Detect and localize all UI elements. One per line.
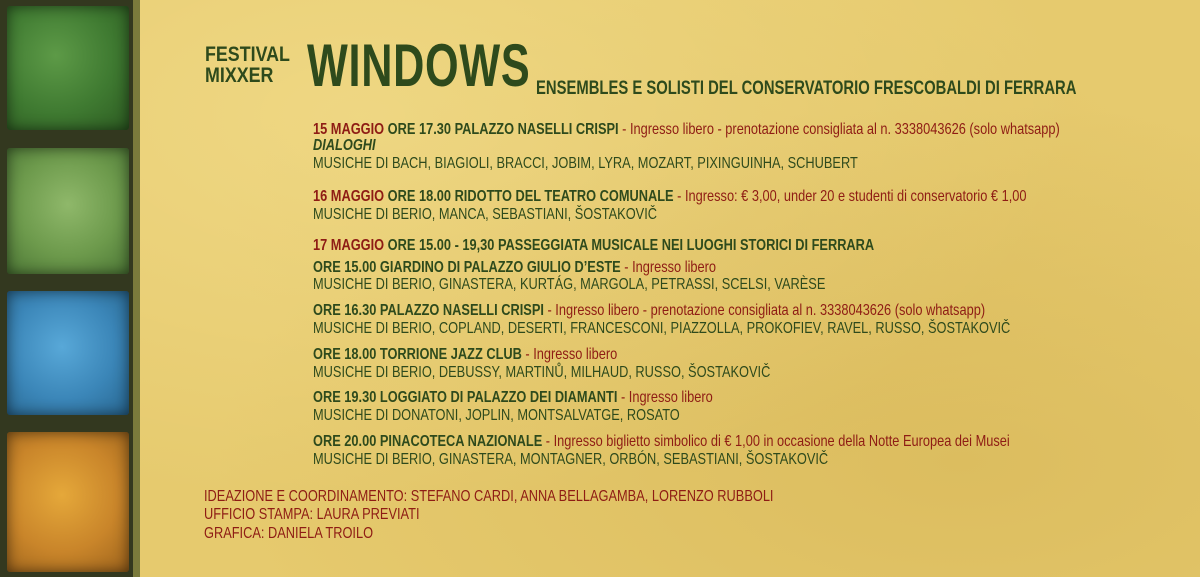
stop-5-music: MUSICHE DI BERIO, GINASTERA, MONTAGNER, ORBÓN, SEBASTIANI, ŠOSTAKOVIČ <box>313 451 829 468</box>
stop-1-info: - Ingresso libero <box>620 259 717 276</box>
event-2-date: 16 MAGGIO <box>313 188 385 205</box>
credit-coordination-label: IDEAZIONE E COORDINAMENTO: <box>204 488 411 505</box>
stop-4-music: MUSICHE DI DONATONI, JOPLIN, MONTSALVATGE, ROSATO <box>313 407 680 424</box>
event-2-time-place: ORE 18.00 RIDOTTO DEL TEATRO COMUNALE <box>384 188 674 205</box>
festival-logo <box>205 44 290 86</box>
green-glass-pane <box>7 6 129 130</box>
event-1-date: 15 MAGGIO <box>313 121 385 138</box>
blue-glass-pane <box>7 291 129 415</box>
stop-1-place: ORE 15.00 GIARDINO DI PALAZZO GIULIO D’ESTE <box>313 259 621 276</box>
credit-press <box>204 505 420 525</box>
event-2-music: MUSICHE DI BERIO, MANCA, SEBASTIANI, ŠOSTAKOVIČ <box>313 206 657 223</box>
strip-border <box>133 0 140 577</box>
stained-glass-strip <box>0 0 140 577</box>
stop-4-header <box>313 388 713 408</box>
event-1-title: DIALOGHI <box>313 137 376 154</box>
event-1-music: MUSICHE DI BACH, BIAGIOLI, BRACCI, JOBIM, LYRA, MOZART, PIXINGUINHA, SCHUBERT <box>313 155 858 172</box>
light-green-glass-pane <box>7 148 129 274</box>
stop-1-music: MUSICHE DI BERIO, GINASTERA, KURTÁG, MARGOLA, PETRASSI, SCELSI, VARÈSE <box>313 276 826 293</box>
stop-2-place: ORE 16.30 PALAZZO NASELLI CRISPI <box>313 302 544 319</box>
credit-graphics <box>204 524 373 544</box>
stop-4-info: - Ingresso libero <box>617 389 713 406</box>
event-3-header <box>313 236 874 256</box>
page-subtitle: ENSEMBLES E SOLISTI DEL CONSERVATORIO FRESCOBALDI DI FERRARA <box>536 78 1077 99</box>
stop-4-place: ORE 19.30 LOGGIATO DI PALAZZO DEI DIAMANTI <box>313 389 618 406</box>
page-title: WINDOWS <box>307 32 531 99</box>
event-3-time-place: ORE 15.00 - 19,30 PASSEGGIATA MUSICALE NEI LUOGHI STORICI DI FERRARA <box>384 237 875 254</box>
stop-3-music: MUSICHE DI BERIO, DEBUSSY, MARTINŮ, MILHAUD, RUSSO, ŠOSTAKOVIČ <box>313 364 771 381</box>
event-1-time-place: ORE 17.30 PALAZZO NASELLI CRISPI <box>384 121 619 138</box>
event-1-header <box>313 120 1060 140</box>
stop-3-header <box>313 345 617 365</box>
event-3-date: 17 MAGGIO <box>313 237 385 254</box>
event-2-header <box>313 187 1027 207</box>
event-1-info: - Ingresso libero - prenotazione consigliata al n. 3338043626 (solo whatsapp) <box>618 121 1060 138</box>
stop-5-info: - Ingresso biglietto simbolico di € 1,00 in occasione della Notte Europea dei Musei <box>542 433 1010 450</box>
credit-press-value: LAURA PREVIATI <box>316 506 420 523</box>
orange-glass-pane <box>7 432 129 572</box>
stop-2-info: - Ingresso libero - prenotazione consigliata al n. 3338043626 (solo whatsapp) <box>543 302 986 319</box>
stop-5-place: ORE 20.00 PINACOTECA NAZIONALE <box>313 433 543 450</box>
stop-3-place: ORE 18.00 TORRIONE JAZZ CLUB <box>313 346 522 363</box>
credit-graphics-value: DANIELA TROILO <box>268 525 374 542</box>
credit-coordination-value: STEFANO CARDI, ANNA BELLAGAMBA, LORENZO RUBBOLI <box>410 488 774 505</box>
event-2-info: - Ingresso: € 3,00, under 20 e studenti di conservatorio € 1,00 <box>673 188 1027 205</box>
festival-line-2: MIXXER <box>205 64 274 87</box>
stop-2-music: MUSICHE DI BERIO, COPLAND, DESERTI, FRANCESCONI, PIAZZOLLA, PROKOFIEV, RAVEL, RUSSO, ŠOSTAKOVIČ <box>313 320 1011 337</box>
stop-2-header <box>313 301 985 321</box>
credit-coordination <box>204 487 773 507</box>
credit-press-label: UFFICIO STAMPA: <box>204 506 317 523</box>
festival-line-1: FESTIVAL <box>205 43 290 66</box>
credit-graphics-label: GRAFICA: <box>204 525 269 542</box>
stop-5-header <box>313 432 1010 452</box>
stop-3-info: - Ingresso libero <box>521 346 618 363</box>
